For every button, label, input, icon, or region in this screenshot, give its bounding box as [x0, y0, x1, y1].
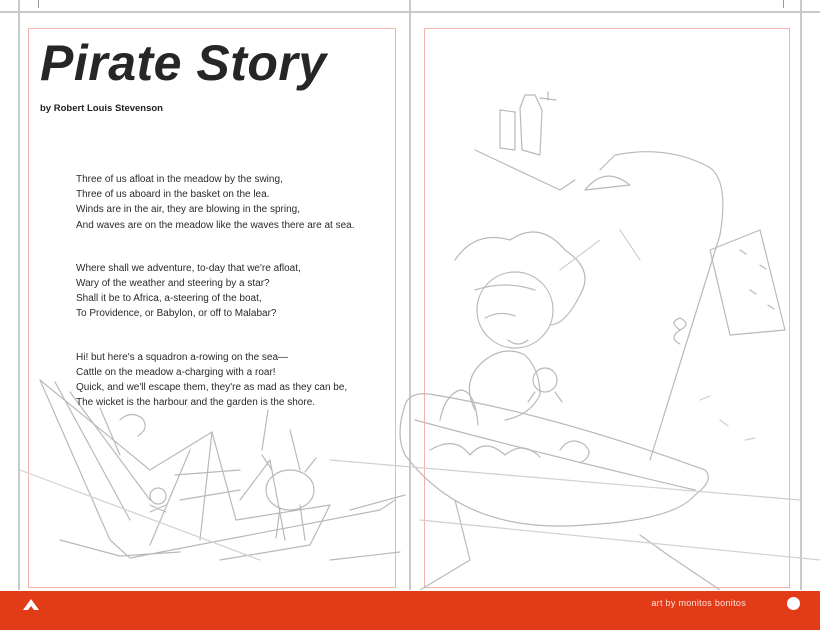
- poem-line: Three of us aboard in the basket on the lea.: [76, 189, 270, 201]
- poem-line: Winds are in the air, they are blowing in the spring,: [76, 204, 301, 216]
- shelf-bottles-sketch: [475, 92, 575, 190]
- poem-line: Three of us afloat in the meadow by the swing,: [76, 174, 283, 185]
- poem-line: To Providence, or Babylon, or off to Malabar?: [76, 308, 277, 320]
- poem-line: The wicket is the harbour and the garden is the shore.: [76, 397, 316, 409]
- poem-line: Where shall we adventure, to-day that we're afloat,: [76, 262, 301, 274]
- poem-line: And waves are on the meadow like the waves there are at sea.: [76, 219, 355, 231]
- page-dot-icon: [787, 597, 800, 610]
- poem-line: Shall it be to Africa, a-steering of the boat,: [76, 293, 262, 305]
- poem-line: Hi! but here's a squadron a-rowing on the sea—: [76, 351, 289, 363]
- bathtub-sketch: [400, 232, 720, 590]
- shower-pipe-sketch: [585, 152, 785, 460]
- monitos-bonitos-logo-icon: [22, 596, 40, 612]
- author-byline: by Robert Louis Stevenson: [40, 103, 163, 114]
- illustration-credit: art by monitos bonitos: [651, 598, 746, 608]
- stanza: [76, 172, 355, 233]
- poem-line: Wary of the weather and steering by a star?: [76, 278, 270, 290]
- poem-body: [76, 172, 355, 438]
- footer-bar: [0, 591, 820, 630]
- poem-title: Pirate Story: [40, 35, 327, 91]
- stanza: [76, 261, 355, 322]
- poem-line: Cattle on the meadow a-charging with a roar!: [76, 366, 276, 378]
- poem-line: Quick, and we'll escape them, they're as mad as they can be,: [76, 382, 348, 394]
- stanza: [76, 350, 355, 411]
